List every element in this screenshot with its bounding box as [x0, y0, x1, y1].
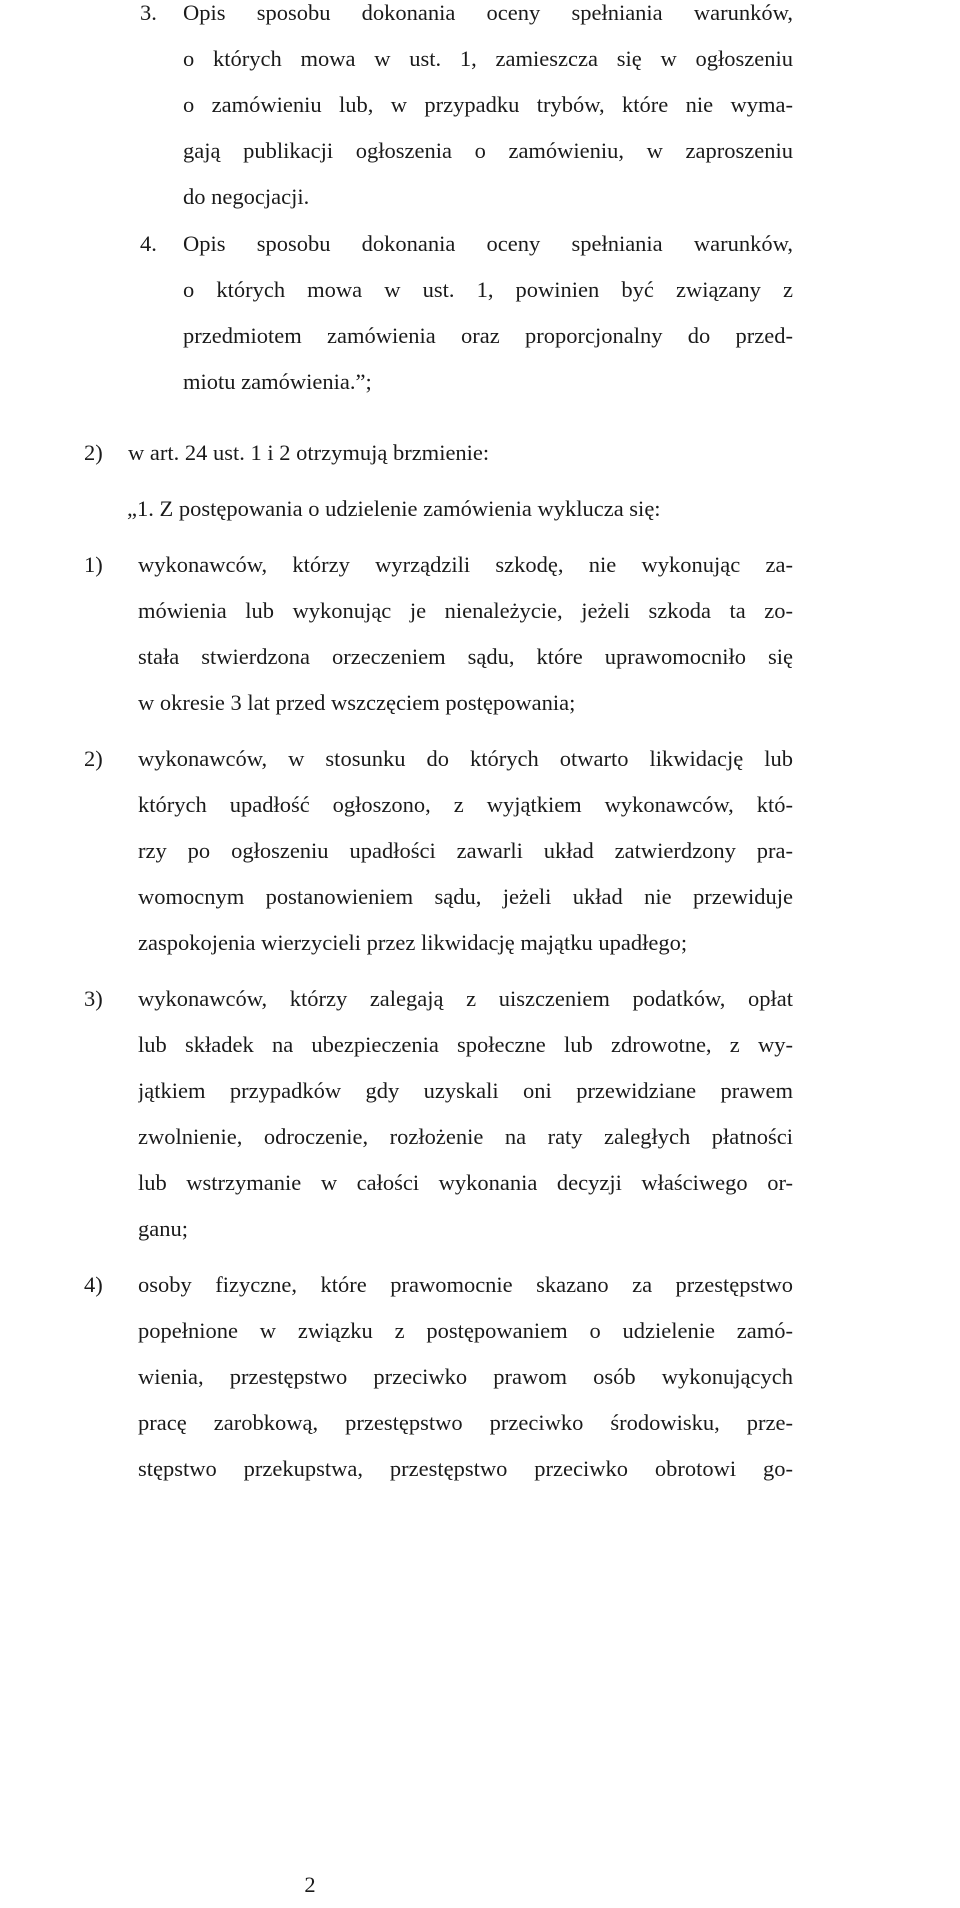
text-line: rzy po ogłoszeniu upadłości zawarli układ zatwierdzony pra- [138, 838, 793, 863]
text-line: wienia, przestępstwo przeciwko prawom osób wykonujących [138, 1364, 793, 1389]
text-line: o których mowa w ust. 1, zamieszcza się w ogłoszeniu [183, 46, 793, 71]
text-line: o zamówieniu lub, w przypadku trybów, które nie wyma- [183, 92, 793, 117]
text-line: Opis sposobu dokonania oceny spełniania warunków, [183, 231, 793, 256]
text-line: zaspokojenia wierzycieli przez likwidację majątku upadłego; [138, 930, 688, 955]
text-line: miotu zamówienia.”; [183, 369, 372, 394]
text-line: przedmiotem zamówienia oraz proporcjonalny do przed- [183, 323, 793, 348]
text-line: wykonawców, w stosunku do których otwarto likwidację lub [138, 746, 793, 771]
exclusion-number: 1) [84, 552, 103, 577]
exclusion-number: 4) [84, 1272, 103, 1297]
text-line: Opis sposobu dokonania oceny spełniania warunków, [183, 0, 793, 25]
text-line: lub wstrzymanie w całości wykonania decyzji właściwego or- [138, 1170, 793, 1195]
point-number: 2) [84, 440, 103, 465]
text-line: o których mowa w ust. 1, powinien być związany z [183, 277, 793, 302]
text-line: ganu; [138, 1216, 188, 1241]
point-text: w art. 24 ust. 1 i 2 otrzymują brzmienie: [128, 440, 490, 465]
page-number: 2 [304, 1872, 316, 1897]
text-line: wykonawców, którzy zalegają z uiszczeniem podatków, opłat [138, 986, 793, 1011]
sub-item-number: 3. [140, 0, 157, 25]
text-line: osoby fizyczne, które prawomocnie skazano za przestępstwo [138, 1272, 793, 1297]
quoted-paragraph-intro: „1. Z postępowania o udzielenie zamówienia wyklucza się: [127, 496, 661, 521]
text-line: womocnym postanowieniem sądu, jeżeli układ nie przewiduje [138, 884, 793, 909]
exclusion-number: 3) [84, 986, 103, 1011]
text-line: lub składek na ubezpieczenia społeczne lub zdrowotne, z wy- [138, 1032, 793, 1057]
text-line: popełnione w związku z postępowaniem o udzielenie zamó- [138, 1318, 793, 1343]
text-line: do negocjacji. [183, 184, 310, 209]
text-line: stępstwo przekupstwa, przestępstwo przeciwko obrotowi go- [138, 1456, 793, 1481]
text-line: jątkiem przypadków gdy uzyskali oni przewidziane prawem [138, 1078, 793, 1103]
sub-item-number: 4. [140, 231, 157, 256]
text-line: zwolnienie, odroczenie, rozłożenie na raty zaległych płatności [138, 1124, 793, 1149]
text-line: pracę zarobkową, przestępstwo przeciwko środowisku, prze- [138, 1410, 793, 1435]
text-line: gają publikacji ogłoszenia o zamówieniu, w zaproszeniu [183, 138, 793, 163]
text-line: mówienia lub wykonując je nienależycie, jeżeli szkoda ta zo- [138, 598, 793, 623]
text-line: w okresie 3 lat przed wszczęciem postępowania; [138, 690, 576, 715]
text-line: wykonawców, którzy wyrządzili szkodę, nie wykonując za- [138, 552, 793, 577]
text-line: których upadłość ogłoszono, z wyjątkiem wykonawców, któ- [138, 792, 793, 817]
exclusion-number: 2) [84, 746, 103, 771]
text-line: stała stwierdzona orzeczeniem sądu, które uprawomocniło się [138, 644, 793, 669]
